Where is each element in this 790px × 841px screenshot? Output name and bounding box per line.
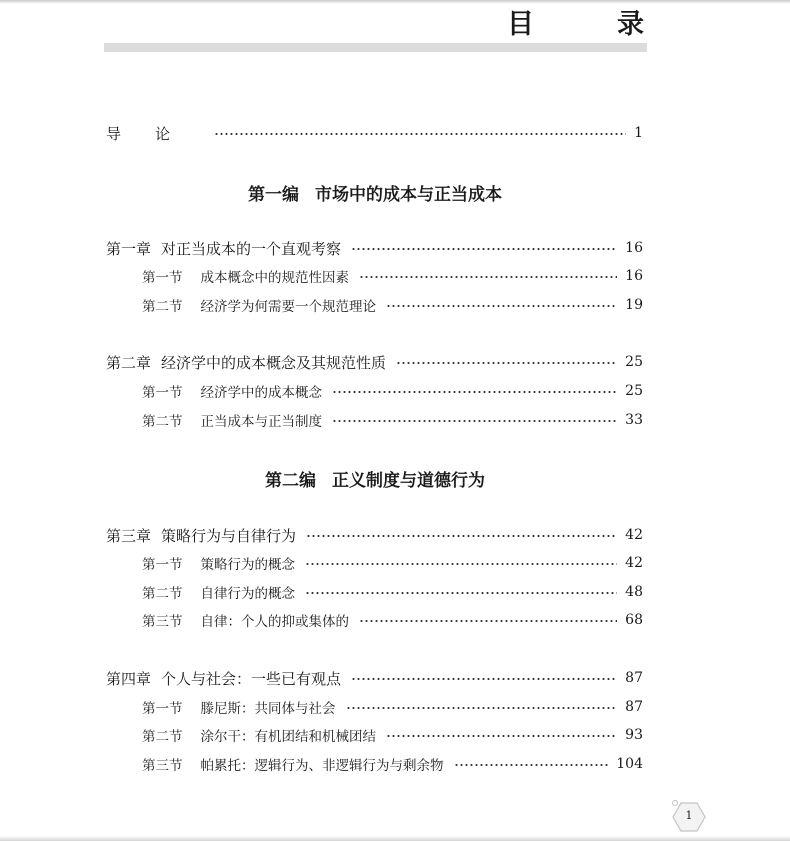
part-number: 第二编 [265, 471, 316, 491]
chapter-title: 经济学中的成本概念及其规范性质 [161, 353, 387, 372]
section-title: 经济学为何需要一个规范理论 [200, 299, 376, 315]
chapter-number: 第三章 [106, 526, 152, 545]
page-number-badge [672, 800, 706, 834]
page-title: 目 录 [507, 9, 672, 40]
dot-leader [359, 276, 617, 278]
page-number: 87 [625, 670, 643, 686]
dot-leader [351, 248, 617, 250]
dot-leader [332, 391, 617, 393]
page-number: 68 [625, 612, 643, 628]
dot-leader [454, 764, 609, 766]
toc-section[interactable] [142, 379, 643, 403]
toc-chapter-1[interactable] [106, 236, 643, 260]
section-number: 第一节 [142, 385, 183, 401]
section-title: 策略行为的概念 [200, 557, 295, 573]
section-title: 经济学中的成本概念 [200, 385, 322, 401]
section-number: 第一节 [142, 557, 183, 573]
chapter-title: 对正当成本的一个直观考察 [161, 239, 342, 258]
dot-leader [305, 563, 617, 565]
dot-leader [386, 305, 617, 307]
toc-section[interactable] [142, 293, 643, 317]
dot-leader [396, 362, 617, 364]
page-number: 1 [634, 125, 643, 141]
section-number: 第二节 [142, 299, 183, 315]
section-title: 自律行为的概念 [200, 586, 295, 602]
intro-label: 导论 [106, 124, 205, 143]
dot-leader [351, 678, 617, 680]
section-title: 自律：个人的抑或集体的 [200, 614, 349, 630]
section-number: 第三节 [142, 614, 183, 630]
part-heading-1 [0, 180, 750, 205]
section-title: 涂尔干：有机团结和机械团结 [200, 729, 376, 745]
part-title: 市场中的成本与正当成本 [315, 185, 502, 205]
toc-chapter-4[interactable] [106, 666, 643, 690]
dot-leader [346, 707, 618, 709]
chapter-number: 第一章 [106, 239, 152, 258]
chapter-number: 第四章 [106, 669, 152, 688]
chapter-title: 个人与社会：一些已有观点 [161, 669, 342, 688]
page-number: 33 [625, 412, 643, 428]
chapter-title: 策略行为与自律行为 [161, 526, 297, 545]
section-title: 帕累托：逻辑行为、非逻辑行为与剩余物 [200, 758, 444, 774]
page-number: 16 [625, 268, 643, 284]
page-number: 25 [625, 354, 643, 370]
section-number: 第一节 [142, 270, 183, 286]
toc-section[interactable] [142, 752, 643, 776]
section-title: 正当成本与正当制度 [200, 414, 322, 430]
dot-leader [306, 535, 617, 537]
toc-intro-entry[interactable] [106, 121, 643, 145]
page-number: 48 [625, 584, 643, 600]
page-number: 42 [625, 527, 643, 543]
page-number: 87 [625, 699, 643, 715]
dot-leader [359, 620, 617, 622]
page-badge-number: 1 [685, 809, 693, 822]
page-number: 16 [625, 240, 643, 256]
section-number: 第二节 [142, 414, 183, 430]
page-number: 19 [625, 297, 643, 313]
page-number: 42 [625, 555, 643, 571]
toc-section[interactable] [142, 551, 643, 575]
dot-leader [305, 592, 617, 594]
dot-leader [214, 133, 626, 135]
part-number: 第一编 [248, 185, 299, 205]
section-number: 第二节 [142, 586, 183, 602]
toc-section[interactable] [142, 408, 643, 432]
page-number: 104 [616, 756, 643, 772]
chapter-number: 第二章 [106, 353, 152, 372]
section-title: 成本概念中的规范性因素 [200, 270, 349, 286]
bottom-edge [0, 836, 790, 841]
toc-chapter-2[interactable] [106, 350, 643, 374]
part-heading-2 [0, 466, 750, 491]
toc-section[interactable] [142, 695, 643, 719]
page-number: 25 [625, 383, 643, 399]
dot-leader [386, 735, 617, 737]
section-number: 第一节 [142, 701, 183, 717]
dot-leader [332, 420, 617, 422]
part-title: 正义制度与道德行为 [332, 471, 485, 491]
toc-section[interactable] [142, 580, 643, 604]
section-number: 第二节 [142, 729, 183, 745]
toc-section[interactable] [142, 264, 643, 288]
toc-section[interactable] [142, 723, 643, 747]
section-number: 第三节 [142, 758, 183, 774]
section-title: 滕尼斯：共同体与社会 [200, 701, 336, 717]
toc-section[interactable] [142, 608, 643, 632]
page-number: 93 [625, 727, 643, 743]
toc-chapter-3[interactable] [106, 523, 643, 547]
